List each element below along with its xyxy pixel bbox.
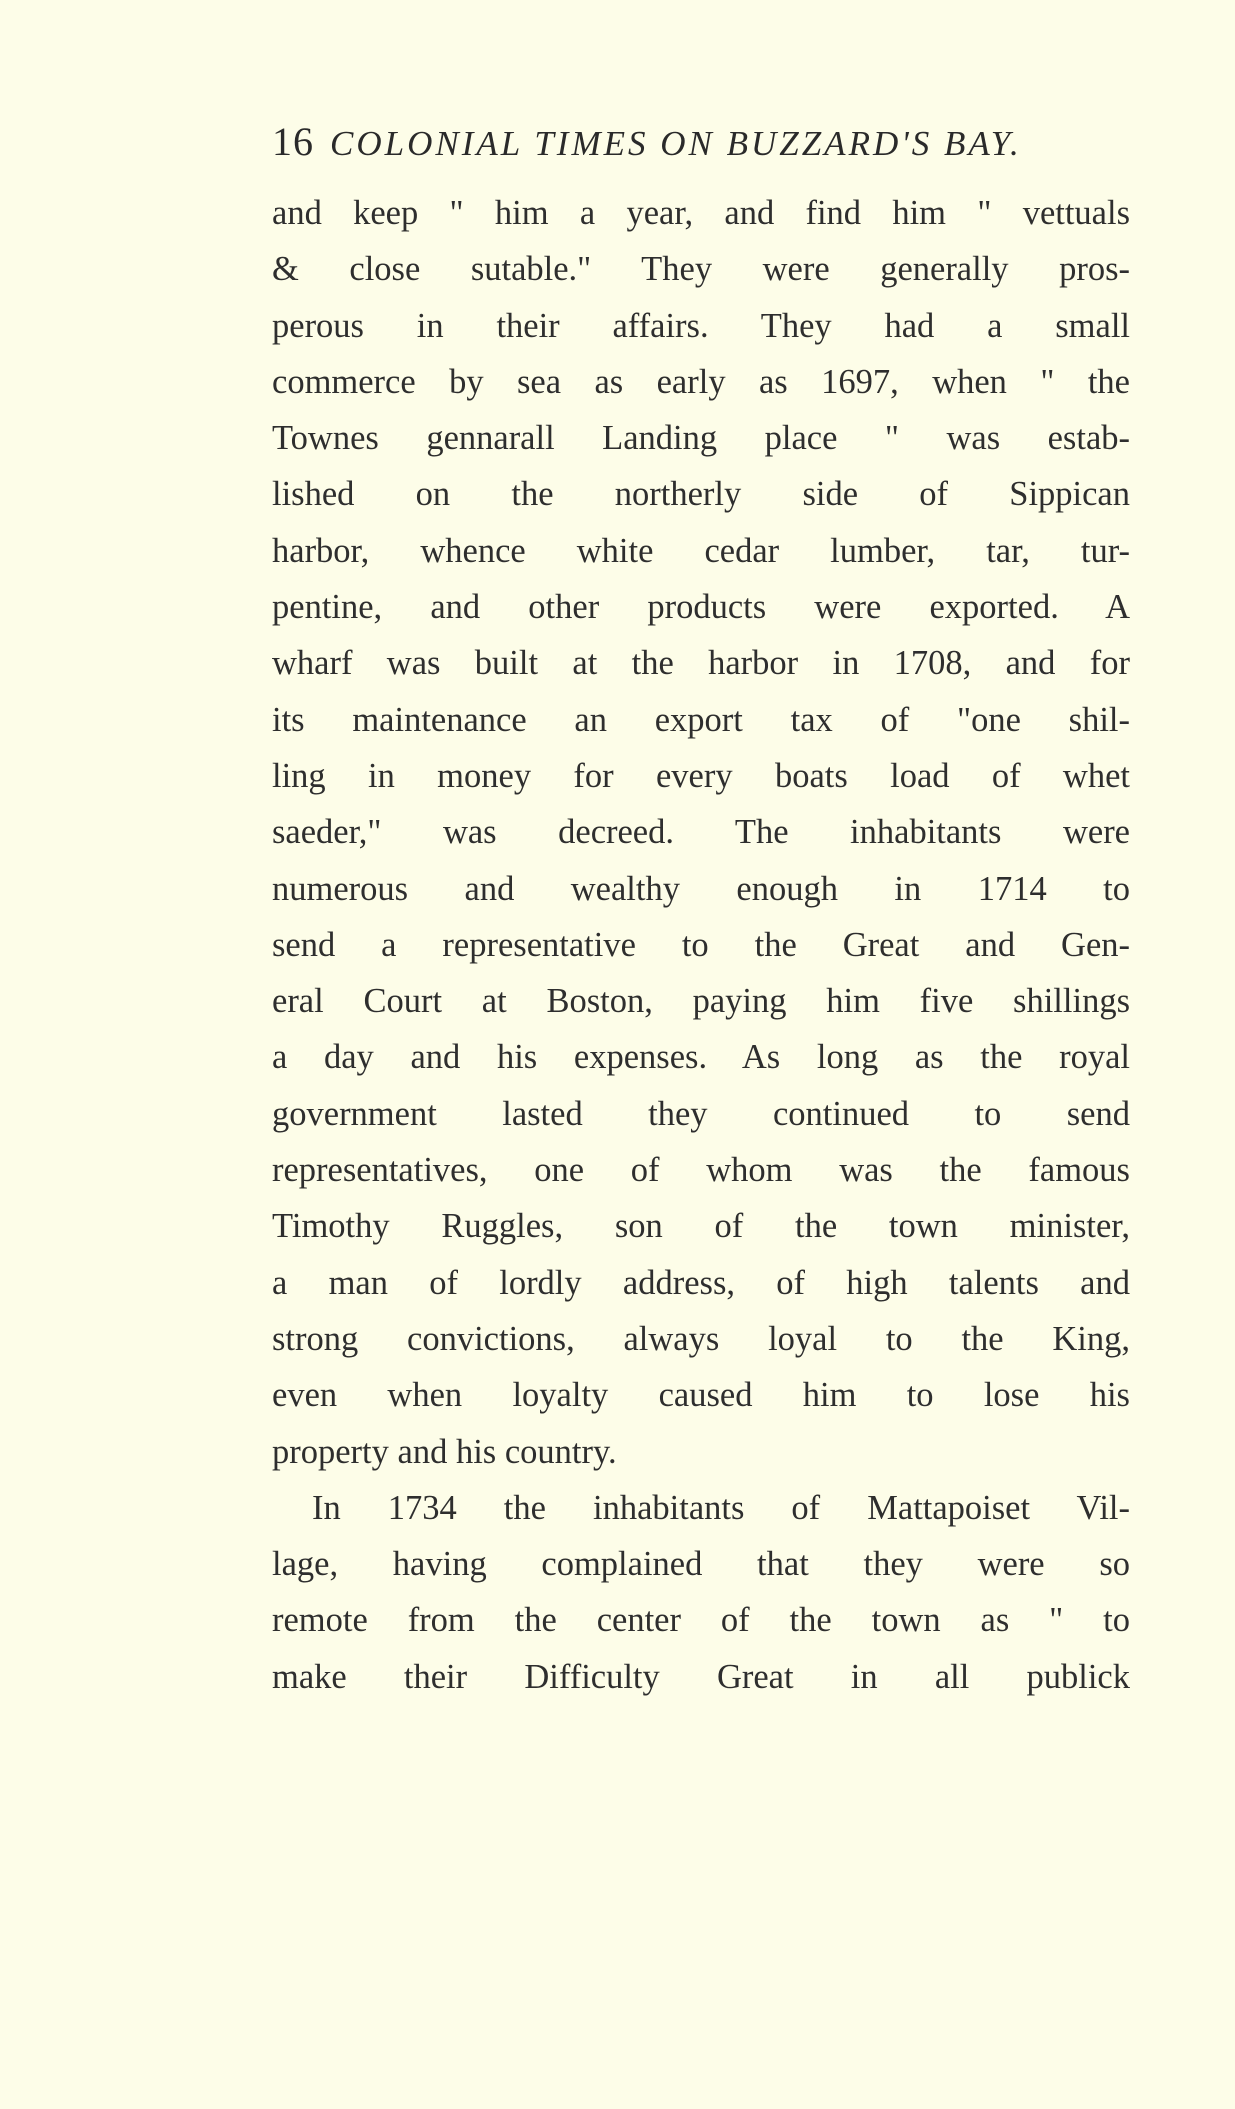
text-line: remote from the center of the town as " to (272, 1601, 1130, 1640)
text-line: strong convictions, always loyal to the King, (272, 1319, 1130, 1358)
text-line: pentine, and other products were exported. A (272, 588, 1130, 627)
text-line: even when loyalty caused him to lose his (272, 1376, 1130, 1415)
text-line: saeder," was decreed. The inhabitants were (272, 813, 1130, 852)
text-line: & close sutable." They were generally pros- (272, 250, 1130, 289)
text-line: and keep " him a year, and find him " vettuals (272, 194, 1130, 232)
text-line: eral Court at Boston, paying him five shillings (272, 982, 1130, 1021)
text-line: representatives, one of whom was the famous (272, 1151, 1130, 1190)
text-line: make their Difficulty Great in all publick (272, 1657, 1130, 1696)
text-line: perous in their affairs. They had a small (272, 306, 1130, 345)
text-line: property and his country. (272, 1432, 617, 1471)
text-line: In 1734 the inhabitants of Mattapoiset Vil- (312, 1488, 1130, 1527)
text-line: commerce by sea as early as 1697, when " the (272, 362, 1130, 401)
text-line: send a representative to the Great and Gen- (272, 925, 1130, 964)
running-title: COLONIAL TIMES ON BUZZARD'S BAY. (330, 124, 1022, 163)
text-line: lage, having complained that they were so (272, 1545, 1130, 1584)
text-line: lished on the northerly side of Sippican (272, 475, 1130, 514)
body-text (272, 185, 1130, 1705)
text-line: government lasted they continued to send (272, 1094, 1130, 1133)
page-number: 16 (272, 119, 314, 164)
text-line: wharf was built at the harbor in 1708, and for (272, 644, 1130, 683)
text-line: its maintenance an export tax of "one shil- (272, 700, 1130, 739)
text-line: harbor, whence white cedar lumber, tar, tur- (272, 531, 1130, 570)
text-line: a day and his expenses. As long as the royal (272, 1038, 1130, 1077)
text-line: Townes gennarall Landing place " was estab- (272, 419, 1130, 458)
text-line: numerous and wealthy enough in 1714 to (272, 869, 1130, 908)
running-head (272, 118, 1112, 168)
text-line: Timothy Ruggles, son of the town minister, (272, 1207, 1130, 1246)
text-line: a man of lordly address, of high talents and (272, 1263, 1130, 1302)
text-line: ling in money for every boats load of whet (272, 756, 1130, 795)
